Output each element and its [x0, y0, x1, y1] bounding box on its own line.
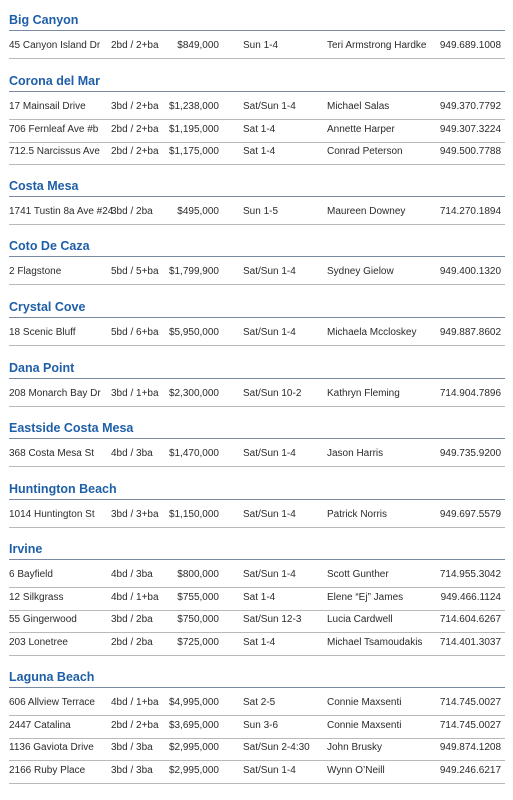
section-title: Costa Mesa: [9, 179, 79, 193]
listing-row: [0, 326, 513, 348]
listing-row: [0, 696, 513, 718]
listing-phone: 949.874.1208: [439, 742, 501, 754]
listing-beds-baths: 4bd / 1+ba: [111, 697, 159, 708]
listing-open-house-time: Sat/Sun 1-4: [243, 448, 296, 459]
listing-beds-baths: 3bd / 3ba: [111, 765, 153, 777]
listing-beds-baths: 4bd / 3ba: [111, 569, 153, 580]
section-divider: [9, 559, 505, 560]
section-divider: [9, 378, 505, 379]
row-divider: [9, 715, 505, 716]
listing-price: $495,000: [177, 206, 219, 217]
listing-beds-baths: 2bd / 2ba: [111, 637, 153, 649]
listing-agent: Maureen Downey: [327, 206, 406, 217]
listing-agent: Michael Tsamoudakis: [327, 637, 423, 649]
listing-phone: 949.697.5579: [439, 509, 501, 520]
row-divider: [9, 284, 505, 285]
listing-price: $3,695,000: [168, 719, 219, 731]
listing-beds-baths: 2bd / 2+ba: [111, 40, 159, 51]
listing-beds-baths: 5bd / 5+ba: [111, 266, 159, 277]
listing-address: 368 Costa Mesa St: [9, 448, 95, 459]
listing-open-house-time: Sat/Sun 2-4:30: [243, 742, 310, 754]
listing-address: 1136 Gaviota Drive: [9, 742, 94, 754]
listing-open-house-time: Sat 1-4: [243, 637, 276, 649]
listing-row: [0, 387, 513, 409]
listing-beds-baths: 3bd / 2ba: [111, 614, 153, 626]
listing-open-house-time: Sun 3-6: [243, 719, 279, 731]
listing-price: $725,000: [177, 637, 219, 649]
listing-address: 1014 Huntington St: [9, 509, 95, 520]
listing-beds-baths: 3bd / 3+ba: [111, 509, 159, 520]
listing-agent: Teri Armstrong Hardke: [327, 40, 427, 51]
listing-agent: Kathryn Fleming: [327, 388, 400, 399]
listing-open-house-time: Sat 1-4: [243, 591, 276, 603]
row-divider: [9, 142, 505, 143]
listing-open-house-time: Sat 1-4: [243, 123, 276, 135]
section-divider: [9, 196, 505, 197]
section-title: Corona del Mar: [9, 74, 100, 88]
listing-phone: 714.401.3037: [439, 637, 501, 649]
listing-phone: 949.370.7792: [439, 101, 501, 112]
listing-phone: 949.400.1320: [439, 266, 501, 277]
listing-address: 17 Mainsail Drive: [9, 101, 86, 112]
section-divider: [9, 256, 505, 257]
listing-agent: Patrick Norris: [327, 509, 388, 520]
listing-open-house-time: Sat/Sun 1-4: [243, 327, 296, 338]
listing-agent: Annette Harper: [327, 123, 395, 135]
listing-agent: Michaela Mccloskey: [327, 327, 417, 338]
listing-agent: Wynn O’Neill: [327, 765, 385, 777]
listing-row: [0, 447, 513, 469]
listing-row: [0, 719, 513, 741]
listing-open-house-time: Sun 1-4: [243, 40, 279, 51]
section-title: Coto De Caza: [9, 239, 90, 253]
section-divider: [9, 687, 505, 688]
listing-row: [0, 741, 513, 763]
row-divider: [9, 760, 505, 761]
row-divider: [9, 632, 505, 633]
listing-address: 606 Allview Terrace: [9, 697, 95, 708]
listing-agent: John Brusky: [327, 742, 383, 754]
listing-phone: 949.246.6217: [439, 765, 501, 777]
row-divider: [9, 466, 505, 467]
listing-phone: 714.604.6267: [439, 614, 501, 626]
listing-agent: Connie Maxsenti: [327, 697, 402, 708]
listing-open-house-time: Sat/Sun 10-2: [243, 388, 302, 399]
row-divider: [9, 587, 505, 588]
listing-phone: 714.745.0027: [439, 697, 501, 708]
listing-address: 208 Monarch Bay Dr: [9, 388, 101, 399]
listing-open-house-time: Sat/Sun 1-4: [243, 509, 296, 520]
row-divider: [9, 655, 505, 656]
row-divider: [9, 783, 505, 784]
listing-address: 18 Scenic Bluff: [9, 327, 76, 338]
section-title: Laguna Beach: [9, 670, 95, 684]
section-title: Big Canyon: [9, 13, 79, 27]
listing-phone: 714.904.7896: [439, 388, 501, 399]
listing-phone: 949.735.9200: [439, 448, 501, 459]
listing-price: $750,000: [177, 614, 219, 626]
listing-price: $1,175,000: [168, 146, 219, 158]
listing-beds-baths: 2bd / 2+ba: [111, 123, 159, 135]
section-divider: [9, 317, 505, 318]
row-divider: [9, 527, 505, 528]
listing-phone: 949.307.3224: [439, 123, 501, 135]
listing-price: $5,950,000: [168, 327, 219, 338]
section-divider: [9, 91, 505, 92]
section-divider: [9, 499, 505, 500]
listing-agent: Connie Maxsenti: [327, 719, 402, 731]
listing-agent: Conrad Peterson: [327, 146, 403, 158]
listing-price: $755,000: [177, 591, 219, 603]
section-title: Huntington Beach: [9, 482, 117, 496]
listing-row: [0, 265, 513, 287]
listing-agent: Elene “Ej” James: [327, 591, 404, 603]
listing-address: 12 Silkgrass: [9, 591, 64, 603]
listing-phone: 949.500.7788: [439, 146, 501, 158]
listing-open-house-time: Sat/Sun 1-4: [243, 101, 296, 112]
listing-beds-baths: 4bd / 1+ba: [111, 591, 159, 603]
section-title: Irvine: [9, 542, 43, 556]
listing-address: 712.5 Narcissus Ave: [9, 146, 100, 158]
listing-beds-baths: 4bd / 3ba: [111, 448, 153, 459]
listing-beds-baths: 2bd / 2+ba: [111, 146, 159, 158]
listing-phone: 949.466.1124: [440, 591, 501, 603]
row-divider: [9, 164, 505, 165]
section-divider: [9, 438, 505, 439]
row-divider: [9, 406, 505, 407]
listing-address: 55 Gingerwood: [9, 614, 77, 626]
listing-open-house-time: Sat/Sun 1-4: [243, 765, 296, 777]
listing-beds-baths: 2bd / 2+ba: [111, 719, 159, 731]
listing-price: $2,300,000: [168, 388, 219, 399]
listing-price: $2,995,000: [168, 742, 219, 754]
listing-agent: Sydney Gielow: [327, 266, 394, 277]
listing-row: [0, 123, 513, 145]
listing-phone: 714.745.0027: [439, 719, 501, 731]
listing-row: [0, 508, 513, 530]
listing-price: $2,995,000: [168, 765, 219, 777]
section-title: Eastside Costa Mesa: [9, 421, 134, 435]
listing-price: $800,000: [177, 569, 219, 580]
listing-agent: Lucia Cardwell: [327, 614, 393, 626]
row-divider: [9, 738, 505, 739]
listing-phone: 714.270.1894: [439, 206, 501, 217]
listing-beds-baths: 3bd / 3ba: [111, 742, 153, 754]
listing-address: 2166 Ruby Place: [9, 765, 86, 777]
listing-open-house-time: Sat/Sun 12-3: [243, 614, 302, 626]
row-divider: [9, 119, 505, 120]
listing-open-house-time: Sat 1-4: [243, 146, 276, 158]
listing-price: $1,799,900: [168, 266, 219, 277]
listing-price: $849,000: [177, 40, 219, 51]
row-divider: [9, 610, 505, 611]
listing-price: $1,195,000: [168, 123, 219, 135]
listing-agent: Jason Harris: [327, 448, 384, 459]
listing-open-house-time: Sat 2-5: [243, 697, 276, 708]
listing-row: [0, 205, 513, 227]
listing-price: $1,238,000: [168, 101, 219, 112]
listing-row: [0, 145, 513, 167]
listing-price: $1,150,000: [168, 509, 219, 520]
row-divider: [9, 345, 505, 346]
section-title: Dana Point: [9, 361, 75, 375]
listing-agent: Michael Salas: [327, 101, 390, 112]
listing-address: 45 Canyon Island Dr: [9, 40, 101, 51]
listing-address: 203 Lonetree: [9, 637, 68, 649]
listing-row: [0, 613, 513, 635]
listing-row: [0, 636, 513, 658]
listing-address: 706 Fernleaf Ave #b: [9, 123, 99, 135]
listing-beds-baths: 3bd / 1+ba: [111, 388, 159, 399]
listing-address: 1741 Tustin 8a Ave #24: [9, 206, 114, 217]
listing-row: [0, 100, 513, 122]
listing-address: 6 Bayfield: [9, 569, 53, 580]
listing-price: $4,995,000: [168, 697, 219, 708]
section-title: Crystal Cove: [9, 300, 86, 314]
listing-price: $1,470,000: [168, 448, 219, 459]
listing-address: 2447 Catalina: [9, 719, 71, 731]
listing-phone: 949.887.8602: [439, 327, 501, 338]
listing-open-house-time: Sat/Sun 1-4: [243, 266, 296, 277]
listing-agent: Scott Gunther: [327, 569, 389, 580]
row-divider: [9, 224, 505, 225]
listing-phone: 949.689.1008: [439, 40, 501, 51]
listing-row: [0, 591, 513, 613]
listing-beds-baths: 3bd / 2+ba: [111, 101, 159, 112]
listing-address: 2 Flagstone: [9, 266, 62, 277]
listing-open-house-time: Sun 1-5: [243, 206, 279, 217]
section-divider: [9, 30, 505, 31]
listing-beds-baths: 5bd / 6+ba: [111, 327, 159, 338]
listing-beds-baths: 3bd / 2ba: [111, 206, 153, 217]
listing-phone: 714.955.3042: [439, 569, 501, 580]
listing-row: [0, 764, 513, 786]
listing-row: [0, 39, 513, 61]
listing-row: [0, 568, 513, 590]
row-divider: [9, 58, 505, 59]
listing-open-house-time: Sat/Sun 1-4: [243, 569, 296, 580]
